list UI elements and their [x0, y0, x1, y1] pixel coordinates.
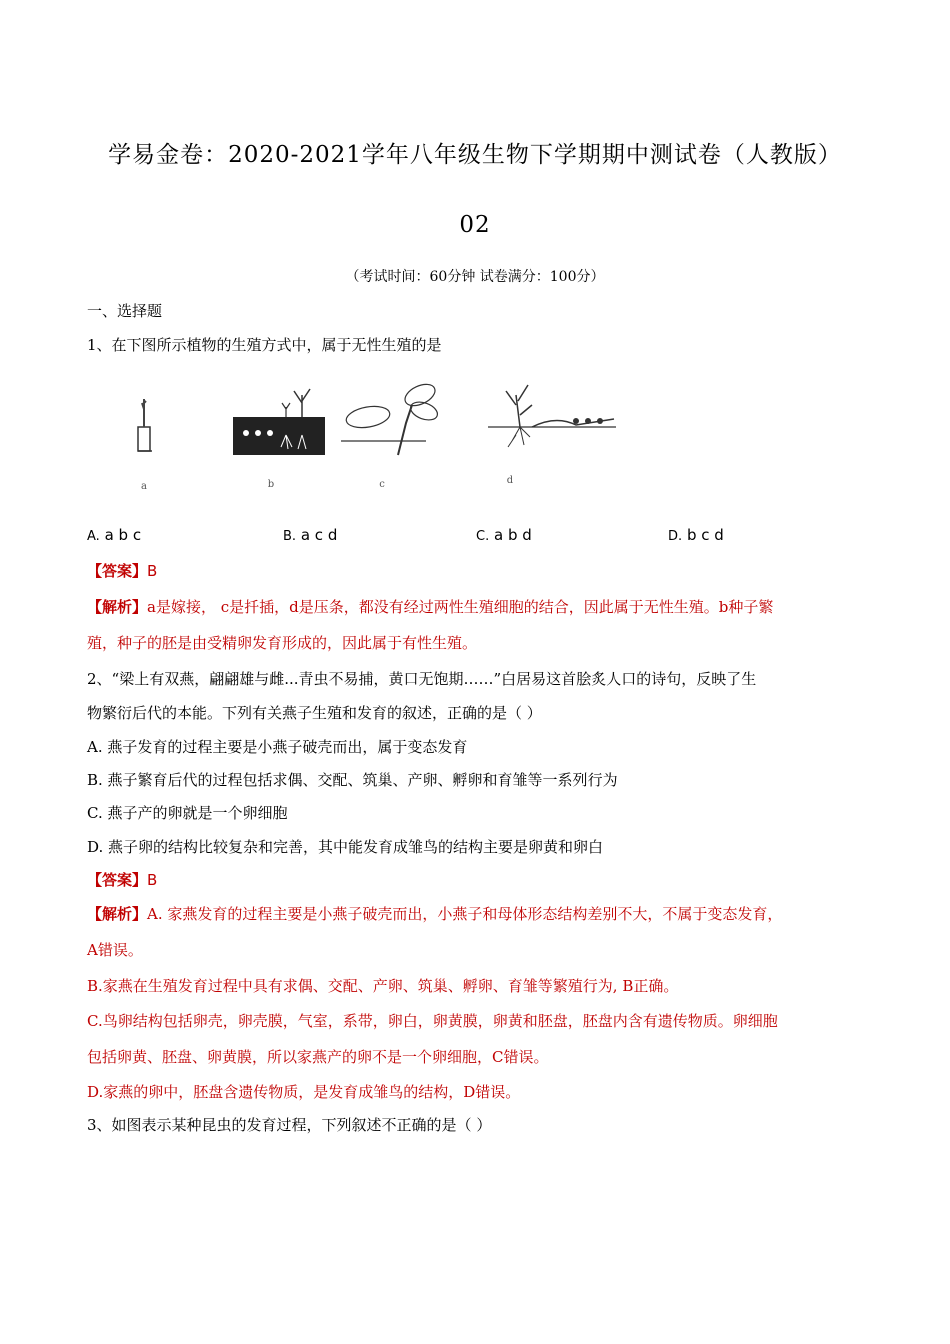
- q2-analysis-line1: A. 家燕发育的过程主要是小燕子破壳而出，小燕子和母体形态结构差别不大，不属于变态发育，: [147, 905, 783, 923]
- figure-a-grafting: [138, 399, 152, 492]
- q1-option-a[interactable]: [87, 526, 141, 544]
- q2-analysis-line2: A错误。: [87, 941, 143, 959]
- q2-analysis-tag: 【解析】: [87, 905, 148, 923]
- q1-option-c-text: a b d: [494, 526, 532, 544]
- q1-option-b-text: a c d: [300, 526, 338, 544]
- figure-c-cutting: [341, 380, 440, 490]
- q1-question: 1、在下图所示植物的生殖方式中，属于无性生殖的是: [87, 336, 442, 354]
- q1-analysis: [87, 596, 773, 617]
- figure-d-layering: [488, 385, 616, 486]
- q1-plant-reproduction-figure: [136, 375, 626, 500]
- q1-option-c-key: C.: [476, 529, 490, 544]
- q1-analysis-line2: 殖，种子的胚是由受精卵发育形成的，因此属于有性生殖。: [87, 634, 478, 652]
- q1-answer-value: B: [147, 562, 158, 580]
- q2-option-c[interactable]: C. 燕子产的卵就是一个卵细胞: [87, 804, 288, 822]
- q1-option-d-text: b c d: [686, 526, 724, 544]
- q2-answer-tag: 【答案】: [87, 871, 148, 889]
- q1-answer: [87, 560, 157, 581]
- q2-question-line1: 2、“梁上有双燕，翩翩雄与雌...青虫不易捕，黄口无饱期……”白居易这首脍炙人口的诗句，反映了生: [87, 670, 757, 688]
- q2-analysis: [87, 903, 782, 924]
- q2-option-d[interactable]: D. 燕子卵的结构比较复杂和完善，其中能发育成雏鸟的结构主要是卵黄和卵白: [87, 838, 604, 856]
- q1-analysis-tag: 【解析】: [87, 598, 148, 616]
- q2-question-line2: 物繁衍后代的本能。下列有关燕子生殖和发育的叙述，正确的是（ ）: [87, 704, 542, 722]
- q1-option-b-key: B.: [283, 529, 297, 544]
- q1-option-d[interactable]: [668, 526, 724, 544]
- exam-title-number: 02: [459, 212, 491, 238]
- q3-question: 3、如图表示某种昆虫的发育过程，下列叙述不正确的是（ ）: [87, 1116, 492, 1134]
- q1-answer-tag: 【答案】: [87, 562, 148, 580]
- q2-option-a[interactable]: A. 燕子发育的过程主要是小燕子破壳而出，属于变态发育: [87, 738, 468, 756]
- q2-option-b[interactable]: B. 燕子繁育后代的过程包括求偶、交配、筑巢、产卵、孵卵和育雏等一系列行为: [87, 771, 618, 789]
- q1-option-c[interactable]: [476, 526, 532, 544]
- q1-option-a-text: a b c: [104, 526, 142, 544]
- exam-info: （考试时间：60分钟 试卷满分：100分）: [345, 269, 605, 285]
- q1-analysis-line1: a是嫁接， c是扦插，d是压条，都没有经过两性生殖细胞的结合，因此属于无性生殖。b种子繁: [147, 598, 774, 616]
- q2-answer: [87, 869, 157, 890]
- q2-analysis-line3: B.家燕在生殖发育过程中具有求偶、交配、产卵、筑巢、孵卵、育雏等繁殖行为, B正确。: [87, 977, 679, 995]
- figure-label-c: c: [379, 479, 385, 490]
- section-heading: 一、选择题: [87, 302, 163, 320]
- q2-analysis-line6: D.家燕的卵中，胚盘含遗传物质，是发育成雏鸟的结构，D错误。: [87, 1083, 521, 1101]
- q1-option-a-key: A.: [87, 529, 100, 544]
- figure-label-b: b: [267, 479, 275, 490]
- figure-b-seeds: [233, 389, 325, 490]
- q1-option-b[interactable]: [283, 526, 337, 544]
- q2-analysis-line4: C.鸟卵结构包括卵壳，卵壳膜，气室，系带，卵白，卵黄膜，卵黄和胚盘，胚盘内含有遗传物质。卵细胞: [87, 1012, 778, 1030]
- q1-option-d-key: D.: [668, 529, 683, 544]
- figure-label-d: d: [506, 475, 514, 486]
- exam-title: 学易金卷：2020-2021学年八年级生物下学期期中测试卷（人教版）: [108, 142, 842, 168]
- figure-label-a: a: [141, 481, 147, 492]
- q2-analysis-line5: 包括卵黄、胚盘、卵黄膜，所以家燕产的卵不是一个卵细胞，C错误。: [87, 1048, 549, 1066]
- q2-answer-value: B: [147, 871, 158, 889]
